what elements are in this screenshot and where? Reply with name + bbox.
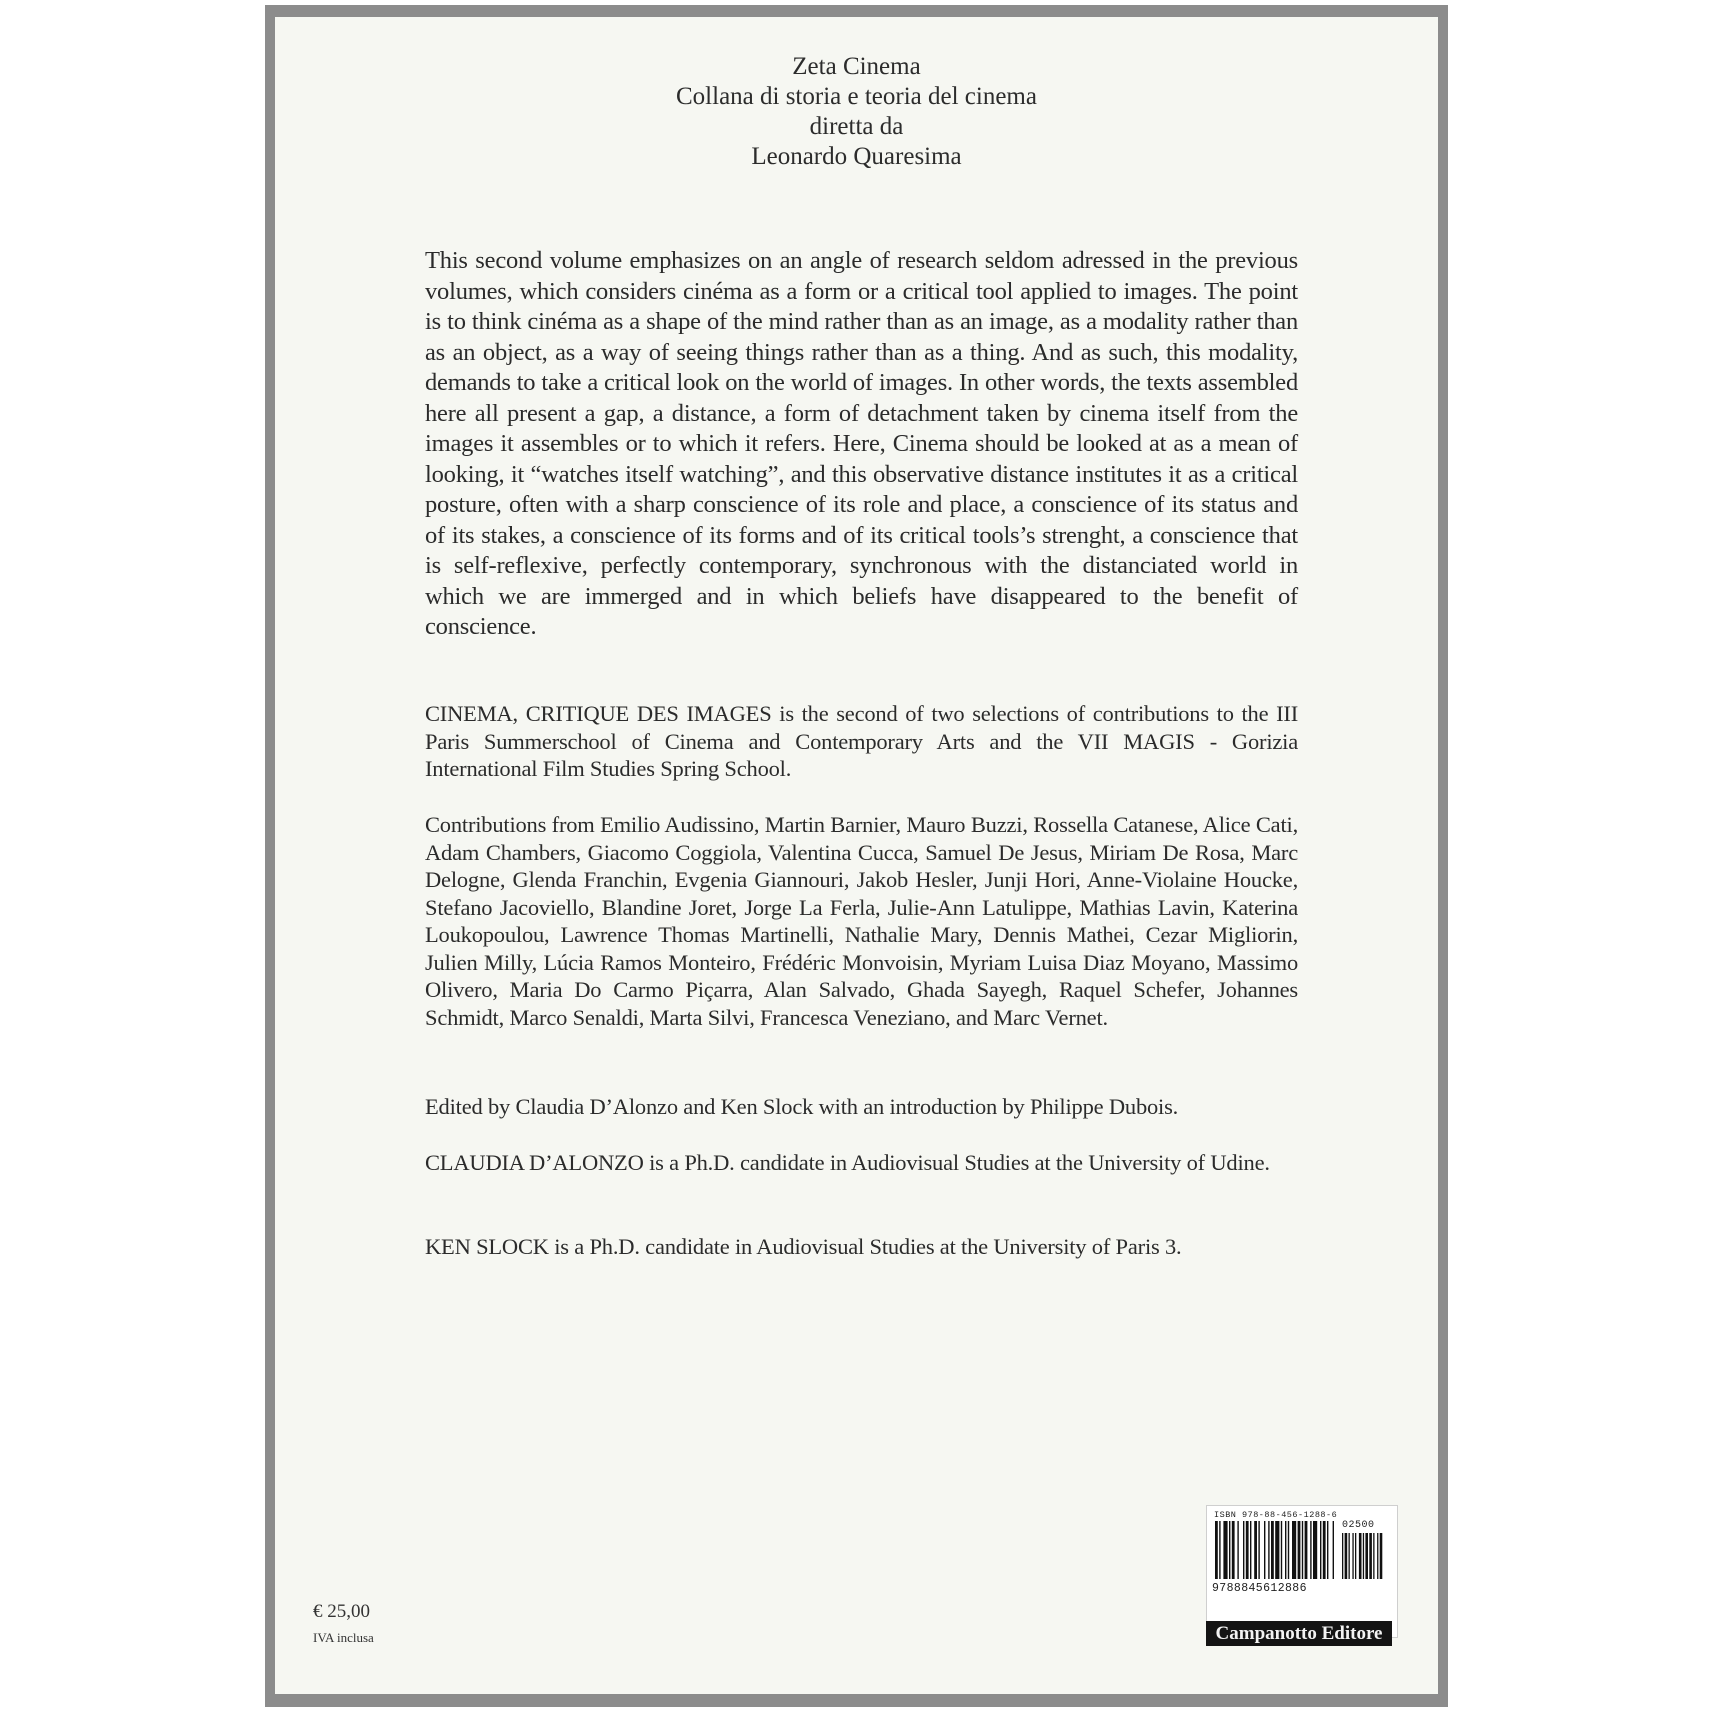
series-header [275, 52, 1438, 172]
bio-claudia: CLAUDIA D’ALONZO is a Ph.D. candidate in Audiovisual Studies at the University of Udine. [425, 1150, 1270, 1175]
barcode-addon-digits: 02500 [1342, 1520, 1375, 1531]
series-directed-by: diretta da [809, 113, 904, 140]
editors-paragraph: Edited by Claudia D’Alonzo and Ken Slock with an introduction by Philippe Dubois. [425, 1094, 1179, 1119]
publisher-label: Campanotto Editore [1206, 1621, 1392, 1646]
contributors-paragraph: Contributions from Emilio Audissino, Martin Barnier, Mauro Buzzi, Rossella Catanese, Alice Cati, Adam Chambers, Giacomo Coggiola, Valentina Cucca, Samuel De Jesus, Miriam De Rosa, Marc Delogne, Glenda Franchin, Evgenia Giannouri, Jakob Hesler, Junji Hori, Anne-Violaine Houcke, Stefano Jacoviello, Blandine Joret, Jorge La Ferla, Julie-Ann Latulippe, Mathias Lavin, Katerina Loukopoulou, Lawrence Thomas Martinelli, Nathalie Mary, Dennis Mathei, Cezar Migliorin, Julien Milly, Lúcia Ramos Monteiro, Frédéric Monvoisin, Myriam Luisa Diaz Moyano, Massimo Olivero, Maria Do Carmo Piçarra, Alan Salvado, Ghada Sayegh, Raquel Schefer, Johannes Schmidt, Marco Senaldi, Marta Silvi, Francesca Veneziano, and Marc Vernet. [425, 812, 1298, 1030]
price: € 25,00 [313, 1601, 370, 1622]
barcode-ean-digits: 9788845612886 [1212, 1582, 1307, 1595]
bio-ken: KEN SLOCK is a Ph.D. candidate in Audiovisual Studies at the University of Paris 3. [425, 1234, 1182, 1259]
isbn-label: ISBN 978-88-456-1288-6 [1214, 1510, 1338, 1520]
series-subtitle: Collana di storia e teoria del cinema [676, 83, 1037, 110]
description-paragraph: This second volume emphasizes on an angle of research seldom adressed in the previous volumes, which considers cinéma as a form or a critical tool applied to images. The point is to think cinéma as a shape of the mind rather than as an image, as a modality rather than as an object, as a way of seeing things rather than as a thing. And as such, this modality, demands to take a critical look on the world of images. In other words, the texts assembled here all present a gap, a distance, a form of detachment taken by cinema itself from the images it assembles or to which it refers. Here, Cinema should be looked at as a mean of looking, it “watches itself watching”, and this observative distance institutes it as a critical posture, often with a sharp conscience of its role and place, a conscience of its status and of its stakes, a conscience of its forms and of its critical tools’s strenght, a conscience that is self-reflexive, perfectly contemporary, synchronous with the distanciated world in which we are immerged and in which beliefs have disappeared to the benefit of conscience. [425, 247, 1298, 640]
selection-paragraph: CINEMA, CRITIQUE DES IMAGES is the second of two selections of contributions to the III Paris Summerschool of Cinema and Contemporary Arts and the VII MAGIS - Gorizia International Film Studies Spring School. [425, 701, 1298, 781]
price-box [313, 1601, 374, 1647]
tax-note: IVA inclusa [313, 1630, 374, 1645]
barcode [1206, 1505, 1398, 1638]
series-title: Zeta Cinema [792, 53, 921, 80]
series-director: Leonardo Quaresima [751, 143, 962, 170]
